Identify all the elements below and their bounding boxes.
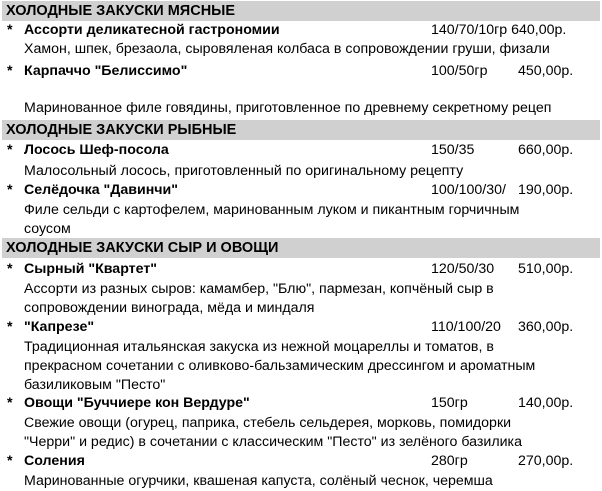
description-line: Маринованное филе говядины, приготовленное по древнему секретному рецеп: [24, 100, 552, 116]
item-description: [0, 299, 602, 318]
item-description: [0, 376, 602, 395]
item-price: 140,00р.: [518, 395, 574, 411]
section-header-cheese-vegetables: ХОЛОДНЫЕ ЗАКУСКИ СЫР И ОВОЩИ: [2, 238, 600, 258]
item-description: [0, 472, 602, 491]
description-line: Традиционная итальянская закуска из нежной моцареллы и томатов, в: [24, 339, 494, 355]
item-portion-price: 140/70/10гр 640,00р.: [431, 22, 567, 38]
bullet-asterisk: *: [7, 22, 13, 38]
item-price: 190,00р.: [518, 182, 574, 198]
description-line: прекрасном сочетании с оливково-бальзамическим дрессингом и ароматным: [24, 358, 536, 374]
description-line: "Черри" и редис) в сочетании с классическим "Песто" из зелёного базилика: [24, 434, 522, 450]
item-price: 360,00р.: [518, 319, 574, 335]
description-line: Маринованные огурчики, квашеная капуста, солёный чеснок, черемша: [24, 473, 493, 489]
bullet-asterisk: *: [7, 261, 13, 277]
item-name: Селёдочка "Давинчи": [24, 182, 178, 198]
description-line: сопровождении винограда, мёда и миндаля: [24, 300, 315, 316]
menu-item-row: [0, 260, 602, 279]
item-name: "Капрезе": [24, 319, 95, 335]
item-portion: 110/100/20: [431, 319, 501, 335]
item-portion: 100/100/30/: [431, 182, 506, 198]
section-header-meat: ХОЛОДНЫЕ ЗАКУСКИ МЯСНЫЕ: [2, 1, 600, 21]
item-portion: 280гр: [431, 453, 468, 469]
bullet-asterisk: *: [7, 182, 13, 198]
item-description: [0, 280, 602, 299]
bullet-asterisk: *: [7, 453, 13, 469]
section-header-fish: ХОЛОДНЫЕ ЗАКУСКИ РЫБНЫЕ: [2, 120, 600, 140]
bullet-asterisk: *: [7, 395, 13, 411]
description-line: Свежие овощи (огурец, паприка, стебель сельдерея, морковь, помидорки: [24, 415, 512, 431]
item-description: [0, 40, 602, 59]
item-description: [0, 201, 602, 220]
item-portion: 100/50гр: [431, 63, 488, 79]
menu-item-row: [0, 62, 602, 81]
item-description: [0, 357, 602, 376]
description-line: Малосольный лосось, приготовленный по оригинальному рецепту: [24, 163, 464, 179]
item-description: [0, 433, 602, 452]
description-line: базиликовым "Песто": [24, 377, 166, 393]
item-price: 450,00р.: [518, 63, 574, 79]
description-line: Филе сельди с картофелем, маринованным луком и пикантным горчичным: [24, 202, 520, 218]
item-portion: 120/50/30: [431, 261, 495, 277]
item-price: 270,00р.: [518, 453, 574, 469]
menu-item-row: [0, 394, 602, 413]
bullet-asterisk: *: [7, 63, 13, 79]
bullet-asterisk: *: [7, 319, 13, 335]
menu-item-row: [0, 181, 602, 200]
description-line: Ассорти из разных сыров: камамбер, "Блю", пармезан, копчёный сыр в: [24, 281, 494, 297]
menu-item-row: [0, 141, 602, 160]
item-description: [0, 99, 602, 118]
menu-item-row: [0, 21, 602, 40]
item-name: Сырный "Квартет": [24, 261, 157, 277]
item-portion: 150/35: [431, 142, 475, 158]
item-name: Соления: [24, 453, 85, 469]
description-line: Хамон, шпек, брезаола, сыровяленая колбаса в сопровождении груши, физали: [24, 41, 550, 57]
description-line: соусом: [24, 221, 71, 237]
item-description: [0, 220, 602, 239]
item-description: [0, 162, 602, 181]
item-price: 510,00р.: [518, 261, 574, 277]
menu-item-row: [0, 318, 602, 337]
menu-item-row: [0, 452, 602, 471]
item-price: 660,00р.: [518, 142, 574, 158]
bullet-asterisk: *: [7, 142, 13, 158]
item-description: [0, 338, 602, 357]
item-name: Лосось Шеф-посола: [24, 142, 169, 158]
item-name: Карпаччо "Белиссимо": [24, 63, 188, 79]
item-description: [0, 414, 602, 433]
item-name: Овощи "Буччиере кон Вердуре": [24, 395, 250, 411]
item-portion: 150гр: [431, 395, 468, 411]
item-name: Ассорти деликатесной гастрономии: [24, 22, 280, 38]
